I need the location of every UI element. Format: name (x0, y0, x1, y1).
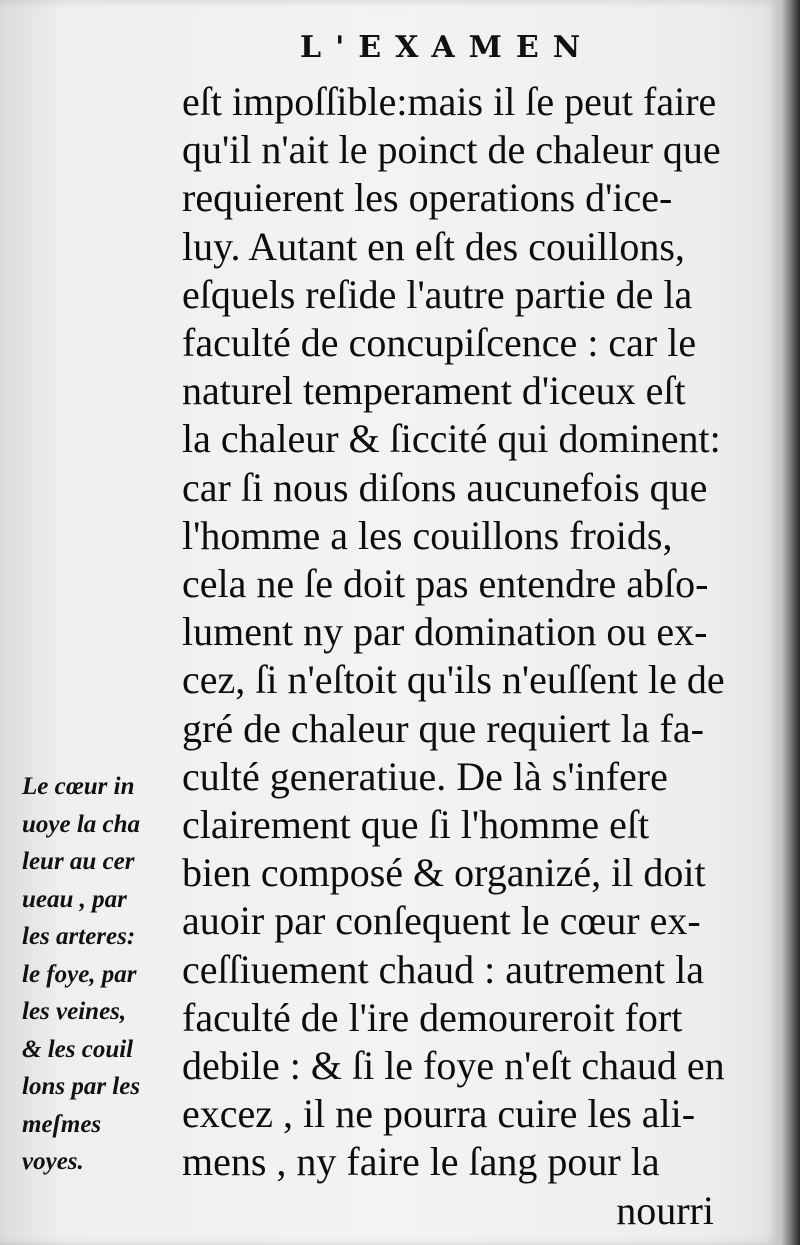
text-line: eſquels reſide l'autre partie de la (182, 271, 693, 317)
text-line: naturel temperament d'iceux eſt (182, 368, 686, 414)
text-line: ceſſiuement chaud : autrement la (182, 946, 704, 992)
text-line: mens , ny faire le ſang pour la (182, 1139, 660, 1185)
body-text (182, 78, 742, 1235)
marginal-note-line: le foye, par (22, 960, 137, 988)
marginal-note-line: Le cœur in (22, 773, 135, 800)
marginal-note-line: & les couil (22, 1035, 134, 1063)
text-line: auoir par conſequent le cœur ex- (182, 898, 701, 944)
text-line: lument ny par domination ou ex- (182, 609, 708, 655)
marginal-note-line: ueau , par (22, 885, 127, 913)
text-line: gré de chaleur que requiert la fa- (182, 705, 704, 751)
running-title: L'EXAMEN (300, 30, 595, 65)
text-line: requierent les operations d'ice- (182, 175, 673, 221)
text-line: l'homme a les couillons froids, (182, 512, 673, 558)
text-line: faculté de concupiſcence : car le (182, 320, 697, 366)
text-line: eſt impoſſible:mais il ſe peut faire (182, 79, 717, 124)
marginal-note-line: uoye la cha (22, 810, 141, 838)
marginal-note-line: voyes. (22, 1148, 84, 1175)
text-line: faculté de l'ire demoureroit fort (182, 994, 683, 1040)
text-line: la chaleur & ſiccité qui dominent: (182, 416, 721, 462)
marginal-note (22, 768, 177, 1181)
text-line: qu'il n'ait le poinct de chaleur que (182, 127, 721, 173)
catchword: nourri (616, 1187, 714, 1233)
text-line: debile : & ſi le foye n'eſt chaud en (182, 1043, 725, 1089)
text-line: luy. Autant en eſt des couillons, (182, 223, 685, 269)
marginal-note-line: les arteres: (22, 923, 136, 950)
marginal-note-line: lons par les (22, 1073, 141, 1100)
text-line: clairement que ſi l'homme eſt (182, 802, 650, 848)
page-edge-shadow (780, 0, 800, 1245)
text-line: car ſi nous diſons aucunefois que (182, 464, 708, 510)
text-line: excez , il ne pourra cuire les ali- (182, 1091, 696, 1137)
marginal-note-line: leur au cer (22, 848, 135, 875)
marginal-note-line: meſmes (22, 1110, 102, 1138)
text-line: bien composé & organizé, il doit (182, 850, 706, 896)
show-through-text (150, 30, 158, 64)
marginal-note-line: les veines, (22, 998, 127, 1025)
text-line: culté generatiue. De là s'infere (182, 753, 668, 799)
text-line: cela ne ſe doit pas entendre abſo- (182, 561, 709, 607)
text-line: cez, ſi n'eſtoit qu'ils n'euſſent le de (182, 657, 725, 703)
